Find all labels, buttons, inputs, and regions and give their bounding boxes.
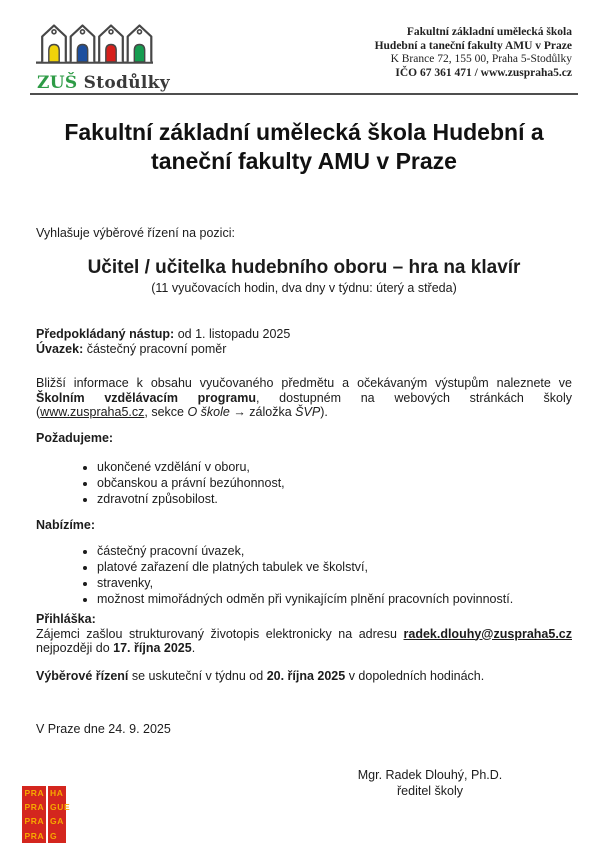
signature-name: Mgr. Radek Dlouhý, Ph.D. bbox=[357, 768, 503, 782]
requirement-item: • zdravotní způsobilost. bbox=[97, 491, 572, 507]
house-icon bbox=[128, 26, 152, 63]
info-text: , dostupném na webových stránkách školy ( bbox=[36, 390, 572, 419]
start-date-label: Předpokládaný nástup: bbox=[36, 327, 175, 341]
offer-item: • možnost mimořádných odměn při vynikajícím plnění pracovních povinností. bbox=[97, 591, 572, 607]
org-header bbox=[375, 24, 572, 88]
door-shape bbox=[106, 45, 116, 63]
selection-date: 20. října 2025 bbox=[266, 668, 346, 683]
house-icon bbox=[71, 26, 95, 63]
svp-tab-name: ŠVP bbox=[295, 405, 321, 419]
org-name-line2: Hudební a taneční fakulty AMU v Praze bbox=[374, 39, 572, 52]
requirements-heading: Požadujeme: bbox=[36, 430, 114, 445]
prague-logo bbox=[22, 786, 71, 843]
selection-text: v dopoledních hodinách. bbox=[345, 668, 485, 683]
prague-logo-cell: PRA bbox=[22, 814, 46, 828]
prague-logo-cell: PRA bbox=[22, 800, 46, 814]
start-date-line bbox=[36, 327, 572, 342]
page-title bbox=[36, 118, 572, 176]
header-divider bbox=[30, 93, 578, 95]
door-shape bbox=[134, 45, 144, 63]
selection-lead: Výběrové řízení bbox=[36, 668, 129, 683]
requirement-item: • občanskou a právní bezúhonnost, bbox=[97, 475, 572, 491]
house-icon bbox=[99, 26, 123, 63]
selection-text: se uskuteční v týdnu od bbox=[128, 668, 267, 683]
org-address: K Brance 72, 155 00, Praha 5-Stodůlky bbox=[390, 53, 572, 65]
logo-zus-label: ZUŠ bbox=[37, 73, 78, 93]
application-text: nejpozději do bbox=[36, 641, 114, 655]
houses-icon bbox=[36, 24, 154, 67]
requirement-item: • ukončené vzdělání v oboru, bbox=[97, 459, 572, 475]
position-note: (11 vyučovacích hodin, dva dny v týdnu: úterý a středa) bbox=[151, 281, 457, 295]
offer-item: • částečný pracovní úvazek, bbox=[97, 543, 572, 559]
offer-item: • platové zařazení dle platných tabulek ve školství, bbox=[97, 559, 572, 575]
prague-logo-cell: G bbox=[48, 829, 66, 843]
contract-label: Úvazek: bbox=[36, 341, 84, 356]
org-name-line1: Fakultní základní umělecká škola bbox=[406, 26, 572, 38]
info-text: , sekce bbox=[144, 405, 188, 419]
email-link[interactable]: radek.dlouhy@zuspraha5.cz bbox=[403, 626, 572, 641]
svp-program-name: Školním vzdělávacím programu bbox=[36, 390, 257, 405]
door-shape bbox=[49, 45, 59, 63]
page-title-line2: taneční fakulty AMU v Praze bbox=[151, 148, 457, 174]
application-deadline: 17. října 2025 bbox=[113, 641, 192, 655]
info-paragraph bbox=[36, 376, 572, 420]
prague-logo-cell: PRA bbox=[22, 829, 46, 843]
prague-logo-cell: GUE bbox=[48, 800, 66, 814]
logo-name-label: Stodůlky bbox=[83, 73, 170, 93]
signature-block bbox=[330, 768, 530, 799]
prague-logo-cell: GA bbox=[48, 814, 66, 828]
details-block bbox=[36, 327, 572, 356]
zus-logo-text bbox=[37, 73, 196, 93]
application-paragraph bbox=[36, 627, 572, 656]
zus-logo bbox=[36, 24, 196, 93]
info-text: → záložka bbox=[229, 405, 296, 419]
offer-item: • stravenky, bbox=[97, 575, 572, 591]
info-text: Bližší informace k obsahu vyučovaného předmětu a očekávaným výstupům naleznete ve bbox=[36, 376, 572, 390]
letterhead bbox=[36, 0, 572, 93]
prague-logo-cell: PRA bbox=[22, 786, 46, 800]
offer-heading: Nabízíme: bbox=[36, 517, 96, 532]
application-text: . bbox=[191, 641, 196, 655]
start-date-value: od 1. listopadu 2025 bbox=[177, 327, 291, 341]
menu-section-name: O škole bbox=[187, 405, 230, 419]
door-shape bbox=[77, 45, 87, 63]
info-text: ). bbox=[320, 405, 328, 419]
position-title: Učitel / učitelka hudebního oboru – hra na klavír bbox=[87, 257, 521, 278]
org-ico-web: IČO 67 361 471 / www.zuspraha5.cz bbox=[395, 66, 572, 79]
signature-role: ředitel školy bbox=[397, 783, 463, 798]
house-icon bbox=[42, 26, 66, 63]
prague-logo-cell: HA bbox=[48, 786, 66, 800]
contract-line bbox=[36, 342, 572, 357]
application-heading: Přihláška: bbox=[36, 611, 96, 626]
selection-line bbox=[36, 669, 572, 684]
requirements-list bbox=[36, 459, 572, 507]
page-title-line1: Fakultní základní umělecká škola Hudební a bbox=[64, 119, 544, 145]
contract-value: částečný pracovní poměr bbox=[86, 341, 227, 356]
place-date: V Praze dne 24. 9. 2025 bbox=[36, 721, 171, 736]
vacancy-intro: Vyhlašuje výběrové řízení na pozici: bbox=[36, 226, 235, 240]
website-link[interactable]: www.zuspraha5.cz bbox=[40, 405, 145, 419]
application-text: Zájemci zašlou strukturovaný životopis elektronicky na adresu bbox=[36, 626, 404, 641]
offer-list bbox=[36, 543, 572, 607]
